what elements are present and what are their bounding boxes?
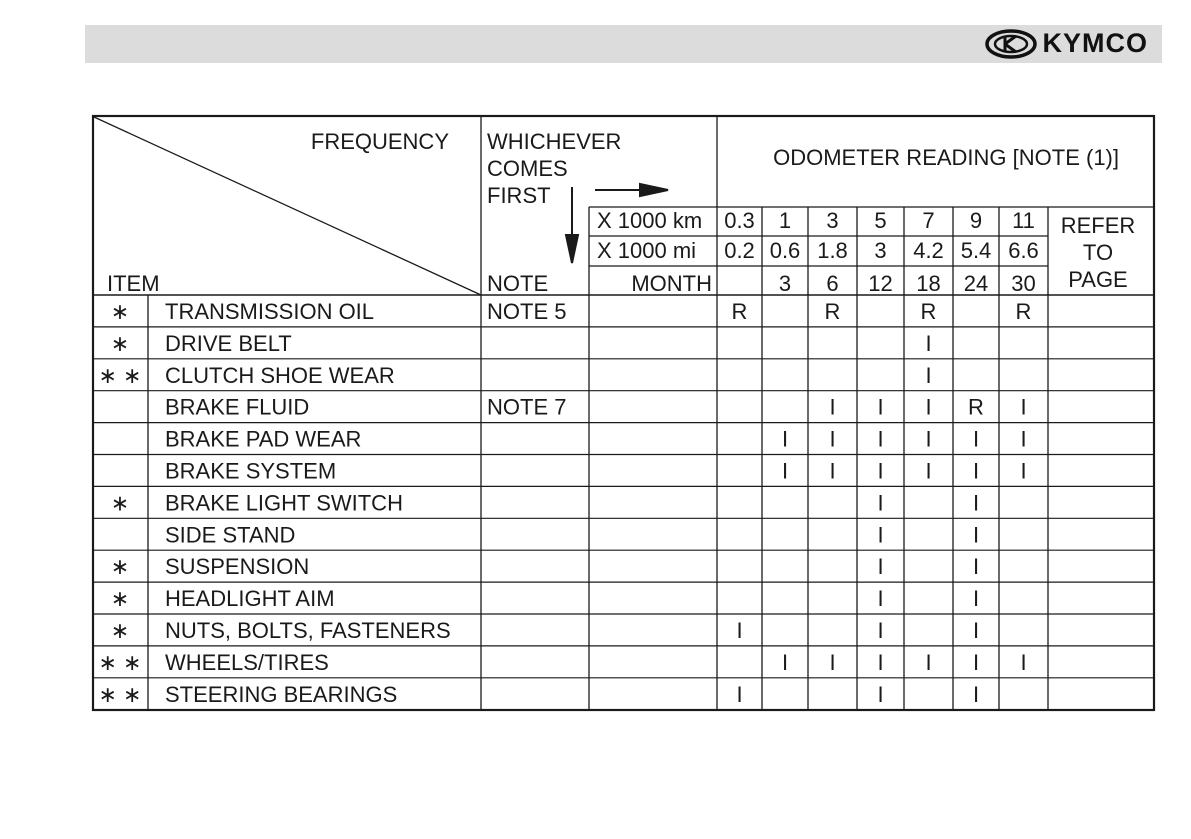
row-interval-cell: R	[824, 299, 841, 324]
row-interval-cell: I	[972, 554, 980, 580]
row-item-name: DRIVE BELT	[165, 330, 292, 356]
row-item-name: BRAKE SYSTEM	[165, 458, 337, 484]
row-interval-cell: I	[877, 586, 884, 612]
row-importance-mark: ∗ ∗	[98, 362, 142, 388]
row-interval-cell: I	[1020, 458, 1027, 484]
brand-logo	[985, 28, 1149, 59]
row-interval-cell: I	[925, 362, 932, 388]
row-interval-cell: I	[877, 426, 884, 452]
row-interval-cell: I	[781, 426, 789, 452]
row-importance-mark: ∗	[110, 586, 130, 612]
interval-month-value: 24	[963, 271, 989, 296]
whichever-comes-first-label: WHICHEVER	[487, 129, 622, 154]
row-interval-cell: I	[972, 426, 980, 452]
row-interval-cell: I	[877, 522, 884, 548]
row-interval-cell: I	[877, 458, 884, 484]
interval-km-value: 11	[1012, 208, 1035, 233]
arrow-right-icon	[595, 184, 668, 196]
interval-km-value: 7	[922, 208, 935, 233]
whichever-comes-first-label: FIRST	[487, 183, 551, 208]
interval-mi-value: 6.6	[1008, 238, 1039, 263]
item-label: ITEM	[107, 271, 160, 296]
row-interval-cell: R	[920, 299, 937, 324]
row-interval-cell: I	[877, 490, 884, 516]
row-interval-cell: I	[829, 426, 836, 452]
row-interval-cell: I	[972, 458, 980, 484]
row-interval-cell: I	[877, 554, 884, 580]
arrow-down-icon	[566, 187, 578, 263]
row-interval-cell: I	[736, 618, 743, 643]
interval-km-value: 1	[778, 208, 792, 233]
row-interval-cell: I	[972, 649, 980, 675]
interval-mi-value: 0.2	[724, 238, 755, 263]
row-importance-mark: ∗	[110, 618, 130, 643]
row-importance-mark: ∗	[110, 490, 130, 516]
refer-to-page-label: PAGE	[1068, 267, 1128, 292]
row-interval-cell: I	[781, 458, 789, 484]
interval-month-value: 3	[778, 271, 792, 296]
row-note: NOTE 7	[487, 394, 567, 420]
header-bar	[85, 25, 1162, 63]
frequency-label: FREQUENCY	[310, 129, 449, 154]
interval-month-value: 12	[868, 271, 893, 296]
interval-mi-value: 0.6	[769, 238, 801, 263]
row-interval-cell: I	[1020, 649, 1027, 675]
row-item-name: BRAKE LIGHT SWITCH	[165, 490, 403, 516]
row-interval-cell: I	[877, 394, 884, 420]
row-interval-cell: I	[877, 649, 884, 675]
whichever-comes-first-label: COMES	[487, 156, 568, 181]
row-interval-cell: I	[925, 649, 932, 675]
refer-to-page-label: REFER	[1060, 213, 1136, 238]
row-interval-cell: I	[1020, 394, 1027, 420]
interval-km-value: 0.3	[724, 208, 755, 233]
maintenance-schedule-table	[92, 115, 1156, 711]
interval-month-value: 30	[1011, 271, 1036, 296]
row-interval-cell: I	[925, 394, 932, 420]
row-item-name: TRANSMISSION OIL	[165, 299, 375, 324]
row-interval-cell: I	[781, 649, 789, 675]
row-interval-cell: I	[877, 681, 884, 707]
mi-label: X 1000 mi	[597, 238, 697, 263]
row-item-name: WHEELS/TIRES	[165, 649, 329, 675]
row-interval-cell: I	[829, 649, 836, 675]
month-header-label: MONTH	[631, 271, 712, 296]
row-interval-cell: I	[972, 490, 980, 516]
interval-km-value: 9	[969, 208, 983, 233]
schedule-grid	[92, 115, 1156, 711]
note-header-label: NOTE	[487, 271, 549, 296]
row-item-name: BRAKE PAD WEAR	[165, 426, 362, 452]
row-importance-mark: ∗	[110, 299, 130, 324]
row-interval-cell: I	[1020, 426, 1027, 452]
row-interval-cell: R	[731, 299, 748, 324]
row-interval-cell: I	[877, 618, 884, 643]
km-label: X 1000 km	[597, 208, 703, 233]
row-importance-mark: ∗	[110, 330, 130, 356]
interval-mi-value: 1.8	[817, 238, 848, 263]
row-note: NOTE 5	[487, 299, 567, 324]
odometer-reading-label: ODOMETER READING [NOTE (1)]	[773, 145, 1119, 170]
row-importance-mark: ∗ ∗	[98, 649, 142, 675]
row-item-name: BRAKE FLUID	[165, 394, 310, 420]
interval-month-value: 18	[916, 271, 941, 296]
interval-mi-value: 3	[874, 238, 887, 263]
row-interval-cell: I	[925, 330, 932, 356]
row-item-name: STEERING BEARINGS	[165, 681, 398, 707]
kymco-emblem-icon	[985, 29, 1037, 59]
row-interval-cell: I	[829, 458, 836, 484]
row-item-name: CLUTCH SHOE WEAR	[165, 362, 395, 388]
row-interval-cell: I	[829, 394, 836, 420]
row-interval-cell: R	[1015, 299, 1032, 324]
row-item-name: SUSPENSION	[165, 554, 310, 580]
interval-km-value: 5	[874, 208, 887, 233]
interval-mi-value: 4.2	[913, 238, 944, 263]
row-importance-mark: ∗	[110, 554, 130, 580]
row-interval-cell: I	[736, 681, 743, 707]
row-item-name: HEADLIGHT AIM	[165, 586, 335, 612]
interval-mi-value: 5.4	[960, 238, 992, 263]
row-importance-mark: ∗ ∗	[98, 681, 142, 707]
interval-km-value: 3	[826, 208, 839, 233]
row-interval-cell: I	[972, 586, 980, 612]
brand-name: KYMCO	[1042, 28, 1148, 58]
row-interval-cell: I	[972, 522, 980, 548]
row-item-name: NUTS, BOLTS, FASTENERS	[165, 618, 451, 643]
row-interval-cell: I	[972, 618, 980, 643]
row-item-name: SIDE STAND	[165, 522, 296, 548]
row-interval-cell: R	[968, 394, 984, 420]
refer-to-page-label: TO	[1082, 240, 1114, 265]
interval-month-value: 6	[826, 271, 839, 296]
row-interval-cell: I	[925, 426, 932, 452]
row-interval-cell: I	[925, 458, 932, 484]
row-interval-cell: I	[972, 681, 980, 707]
